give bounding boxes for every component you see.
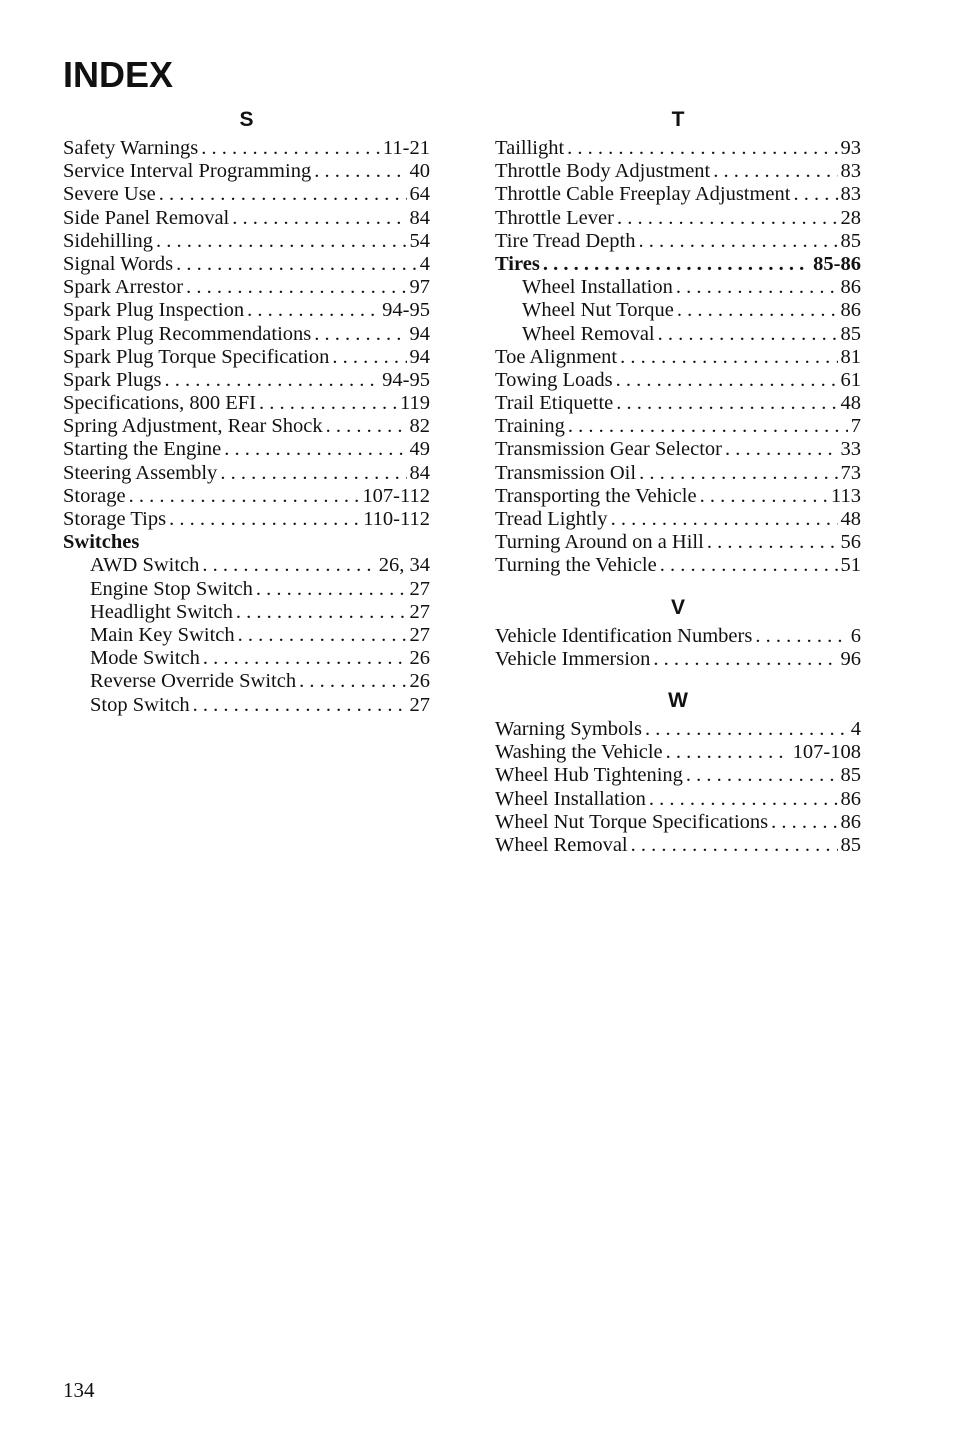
dot-leader	[238, 624, 407, 647]
entry-term: Throttle Cable Freeplay Adjustment	[495, 183, 791, 206]
index-entry	[495, 531, 861, 554]
entry-term: Warning Symbols	[495, 717, 642, 740]
entry-term: Tread Lightly	[495, 508, 608, 530]
dot-leader	[193, 694, 407, 717]
entry-pages: 27	[409, 600, 430, 623]
entry-pages: 94	[409, 345, 430, 368]
dot-leader	[186, 276, 406, 299]
entry-term: Tires	[495, 252, 540, 275]
index-entry	[63, 160, 430, 183]
index-entry	[495, 834, 861, 857]
dot-leader	[202, 554, 375, 577]
entry-term: Safety Warnings	[63, 137, 199, 159]
page-number: 134	[63, 1378, 95, 1402]
entry-pages: 48	[840, 508, 861, 530]
index-entry	[63, 485, 430, 508]
entry-term: Wheel Nut Torque Specifications	[495, 810, 769, 833]
dot-leader	[649, 788, 838, 811]
entry-term: Transporting the Vehicle	[495, 484, 697, 507]
entry-pages: 26, 34	[378, 554, 430, 577]
dot-leader	[159, 183, 407, 206]
entry-term: Wheel Hub Tightening	[495, 764, 683, 787]
index-column-right	[495, 106, 861, 873]
index-entry	[495, 346, 861, 369]
entry-term: Storage	[63, 484, 126, 507]
section-letter: V	[670, 595, 685, 619]
index-entry	[495, 764, 861, 787]
dot-leader	[224, 438, 406, 461]
entry-pages: 54	[409, 229, 430, 252]
index-entry	[495, 137, 861, 160]
index-section-t	[495, 106, 861, 578]
entry-pages: 97	[409, 276, 430, 299]
index-subentry	[63, 670, 430, 693]
entry-pages: 84	[409, 206, 430, 229]
index-section-w	[495, 687, 861, 857]
dot-leader	[713, 160, 837, 183]
entry-term: Training	[495, 415, 565, 438]
entry-term: Headlight Switch	[90, 600, 233, 623]
dot-leader	[658, 323, 838, 346]
entry-term: Storage Tips	[63, 508, 167, 530]
index-section-s	[63, 106, 430, 717]
entry-pages: 94-95	[382, 299, 430, 322]
entry-term: Steering Assembly	[63, 461, 218, 484]
entry-pages: 85	[840, 764, 861, 787]
index-entry-list	[63, 137, 430, 717]
index-section-v	[495, 594, 861, 671]
dot-leader	[256, 578, 407, 601]
section-letter: S	[239, 108, 254, 131]
entry-term: Signal Words	[63, 252, 174, 275]
entry-pages: 33	[840, 438, 861, 461]
dot-leader	[755, 625, 847, 648]
entry-term: Vehicle Identification Numbers	[495, 624, 753, 647]
dot-leader	[220, 462, 406, 485]
index-entry	[495, 183, 861, 206]
dot-leader	[677, 299, 838, 322]
entry-pages: 93	[840, 137, 861, 159]
entry-pages: 85	[840, 229, 861, 252]
index-entry	[63, 253, 430, 276]
index-subentry	[495, 299, 861, 322]
index-entry	[495, 485, 861, 508]
entry-pages: 107-108	[792, 741, 861, 764]
index-entry	[495, 508, 861, 531]
entry-pages: 61	[840, 368, 861, 391]
entry-pages: 94	[409, 322, 430, 345]
entry-term: Transmission Gear Selector	[495, 438, 722, 461]
index-subentry	[63, 601, 430, 624]
entry-pages: 49	[409, 438, 430, 461]
index-entry	[495, 392, 861, 415]
index-entry	[495, 207, 861, 230]
dot-leader	[326, 415, 407, 438]
index-entry	[63, 438, 430, 461]
dot-leader	[707, 531, 838, 554]
entry-term: Vehicle Immersion	[495, 647, 651, 670]
entry-term: Washing the Vehicle	[495, 741, 663, 764]
entry-pages: 83	[840, 160, 861, 183]
index-entry	[495, 160, 861, 183]
entry-pages: 51	[840, 554, 861, 577]
index-subentry	[63, 624, 430, 647]
dot-leader	[259, 392, 397, 415]
entry-term: Side Panel Removal	[63, 206, 230, 229]
entry-pages: 119	[400, 392, 430, 415]
index-entry	[495, 230, 861, 253]
dot-leader	[567, 137, 837, 160]
index-entry	[63, 462, 430, 485]
dot-leader	[332, 346, 406, 369]
index-entry	[63, 392, 430, 415]
entry-pages: 27	[409, 577, 430, 600]
entry-term: Spark Plug Recommendations	[63, 322, 312, 345]
entry-pages: 11-21	[382, 137, 430, 159]
entry-pages: 86	[840, 276, 861, 299]
dot-leader	[653, 648, 837, 671]
dot-leader	[314, 323, 406, 346]
dot-leader	[793, 183, 837, 206]
dot-leader	[611, 508, 838, 531]
entry-term: Main Key Switch	[90, 623, 235, 646]
entry-term: Spark Arrestor	[63, 276, 184, 299]
dot-leader	[314, 160, 406, 183]
entry-pages: 86	[840, 299, 861, 322]
index-entry	[495, 718, 861, 741]
entry-pages: 85-86	[813, 252, 861, 275]
entry-pages: 64	[409, 183, 430, 206]
section-letter: T	[671, 108, 685, 131]
entry-term: Wheel Removal	[495, 833, 628, 856]
index-entry	[63, 183, 430, 206]
index-entry	[63, 299, 430, 322]
index-entry	[495, 438, 861, 461]
dot-leader	[299, 670, 406, 693]
entry-term: Stop Switch	[90, 693, 190, 716]
entry-term: Switches	[63, 531, 140, 554]
dot-leader	[631, 834, 838, 857]
index-entry	[63, 137, 430, 160]
entry-pages: 26	[409, 647, 430, 670]
entry-term: Reverse Override Switch	[90, 670, 297, 693]
entry-pages: 86	[840, 787, 861, 810]
entry-term: Specifications, 800 EFI	[63, 392, 257, 415]
entry-term: Turning Around on a Hill	[495, 531, 704, 554]
dot-leader	[660, 554, 838, 577]
index-entry-list	[495, 718, 861, 857]
index-entry	[63, 531, 430, 554]
dot-leader	[543, 253, 810, 276]
index-entry	[63, 323, 430, 346]
index-column-left	[63, 106, 430, 733]
entry-pages: 85	[840, 322, 861, 345]
entry-term: Transmission Oil	[495, 461, 637, 484]
index-subentry	[495, 323, 861, 346]
dot-leader	[165, 369, 380, 392]
entry-pages: 6	[850, 624, 861, 647]
entry-pages: 86	[840, 810, 861, 833]
entry-term: Trail Etiquette	[495, 392, 614, 415]
index-entry	[495, 741, 861, 764]
index-subentry	[63, 578, 430, 601]
entry-term: Tire Tread Depth	[495, 229, 636, 252]
index-entry	[63, 207, 430, 230]
index-entry	[495, 253, 861, 276]
entry-pages: 26	[409, 670, 430, 693]
index-subentry	[495, 276, 861, 299]
entry-term: AWD Switch	[90, 554, 200, 577]
entry-term: Severe Use	[63, 183, 156, 206]
entry-term: Wheel Nut Torque	[522, 299, 674, 322]
entry-term: Taillight	[495, 137, 565, 159]
entry-term: Spark Plugs	[63, 368, 162, 391]
index-entry	[495, 648, 861, 671]
entry-term: Service Interval Programming	[63, 160, 312, 183]
index-subentry	[63, 647, 430, 670]
dot-leader	[725, 438, 838, 461]
index-entry-list	[495, 625, 861, 671]
entry-term: Spark Plug Inspection	[63, 299, 245, 322]
entry-term: Throttle Body Adjustment	[495, 160, 711, 183]
entry-term: Spring Adjustment, Rear Shock	[63, 415, 323, 438]
entry-term: Wheel Installation	[495, 787, 646, 810]
index-entry	[495, 415, 861, 438]
entry-pages: 83	[840, 183, 861, 206]
index-entry	[63, 276, 430, 299]
page-title: INDEX	[63, 54, 174, 95]
entry-term: Towing Loads	[495, 368, 613, 391]
index-entry	[63, 346, 430, 369]
dot-leader	[201, 137, 380, 160]
entry-term: Spark Plug Torque Specification	[63, 345, 330, 368]
dot-leader	[638, 230, 837, 253]
index-entry	[495, 625, 861, 648]
index-entry	[63, 230, 430, 253]
entry-term: Wheel Removal	[522, 322, 655, 345]
index-entry	[495, 369, 861, 392]
index-subentry	[63, 694, 430, 717]
index-entry-list	[495, 137, 861, 578]
entry-term: Turning the Vehicle	[495, 554, 657, 577]
dot-leader	[129, 485, 360, 508]
index-entry	[495, 554, 861, 577]
entry-term: Wheel Installation	[522, 276, 673, 299]
dot-leader	[639, 462, 837, 485]
dot-leader	[686, 764, 838, 787]
dot-leader	[169, 508, 360, 531]
entry-term: Toe Alignment	[495, 345, 618, 368]
dot-leader	[620, 346, 837, 369]
index-subentry	[63, 554, 430, 577]
entry-pages: 94-95	[382, 368, 430, 391]
dot-leader	[247, 299, 379, 322]
index-entry	[63, 508, 430, 531]
dot-leader	[676, 276, 838, 299]
dot-leader	[568, 415, 848, 438]
dot-leader	[156, 230, 407, 253]
entry-pages: 48	[840, 392, 861, 415]
entry-pages: 27	[409, 693, 430, 716]
entry-pages: 4	[850, 717, 861, 740]
dot-leader	[176, 253, 417, 276]
entry-pages: 107-112	[362, 484, 430, 507]
entry-pages: 81	[840, 345, 861, 368]
dot-leader	[617, 207, 838, 230]
entry-pages: 85	[840, 833, 861, 856]
entry-pages: 4	[419, 252, 430, 275]
dot-leader	[236, 601, 407, 624]
entry-term: Throttle Lever	[495, 206, 614, 229]
entry-pages: 84	[409, 461, 430, 484]
dot-leader	[645, 718, 848, 741]
dot-leader	[771, 811, 837, 834]
entry-pages: 40	[409, 160, 430, 183]
index-entry	[63, 369, 430, 392]
index-entry	[495, 788, 861, 811]
entry-pages: 27	[409, 623, 430, 646]
section-letter: W	[668, 688, 688, 712]
entry-pages: 7	[850, 415, 861, 438]
dot-leader	[700, 485, 828, 508]
entry-pages: 96	[840, 647, 861, 670]
entry-term: Engine Stop Switch	[90, 577, 253, 600]
dot-leader	[666, 741, 790, 764]
entry-pages: 73	[840, 461, 861, 484]
index-entry	[495, 462, 861, 485]
entry-pages: 28	[840, 206, 861, 229]
entry-term: Mode Switch	[90, 647, 200, 670]
dot-leader	[232, 207, 406, 230]
entry-pages: 110-112	[363, 508, 430, 530]
index-entry	[495, 811, 861, 834]
dot-leader	[203, 647, 407, 670]
entry-term: Sidehilling	[63, 229, 153, 252]
entry-pages: 82	[409, 415, 430, 438]
entry-pages: 56	[840, 531, 861, 554]
dot-leader	[616, 392, 837, 415]
entry-pages: 113	[831, 484, 861, 507]
dot-leader	[616, 369, 838, 392]
index-entry	[63, 415, 430, 438]
entry-term: Starting the Engine	[63, 438, 222, 461]
